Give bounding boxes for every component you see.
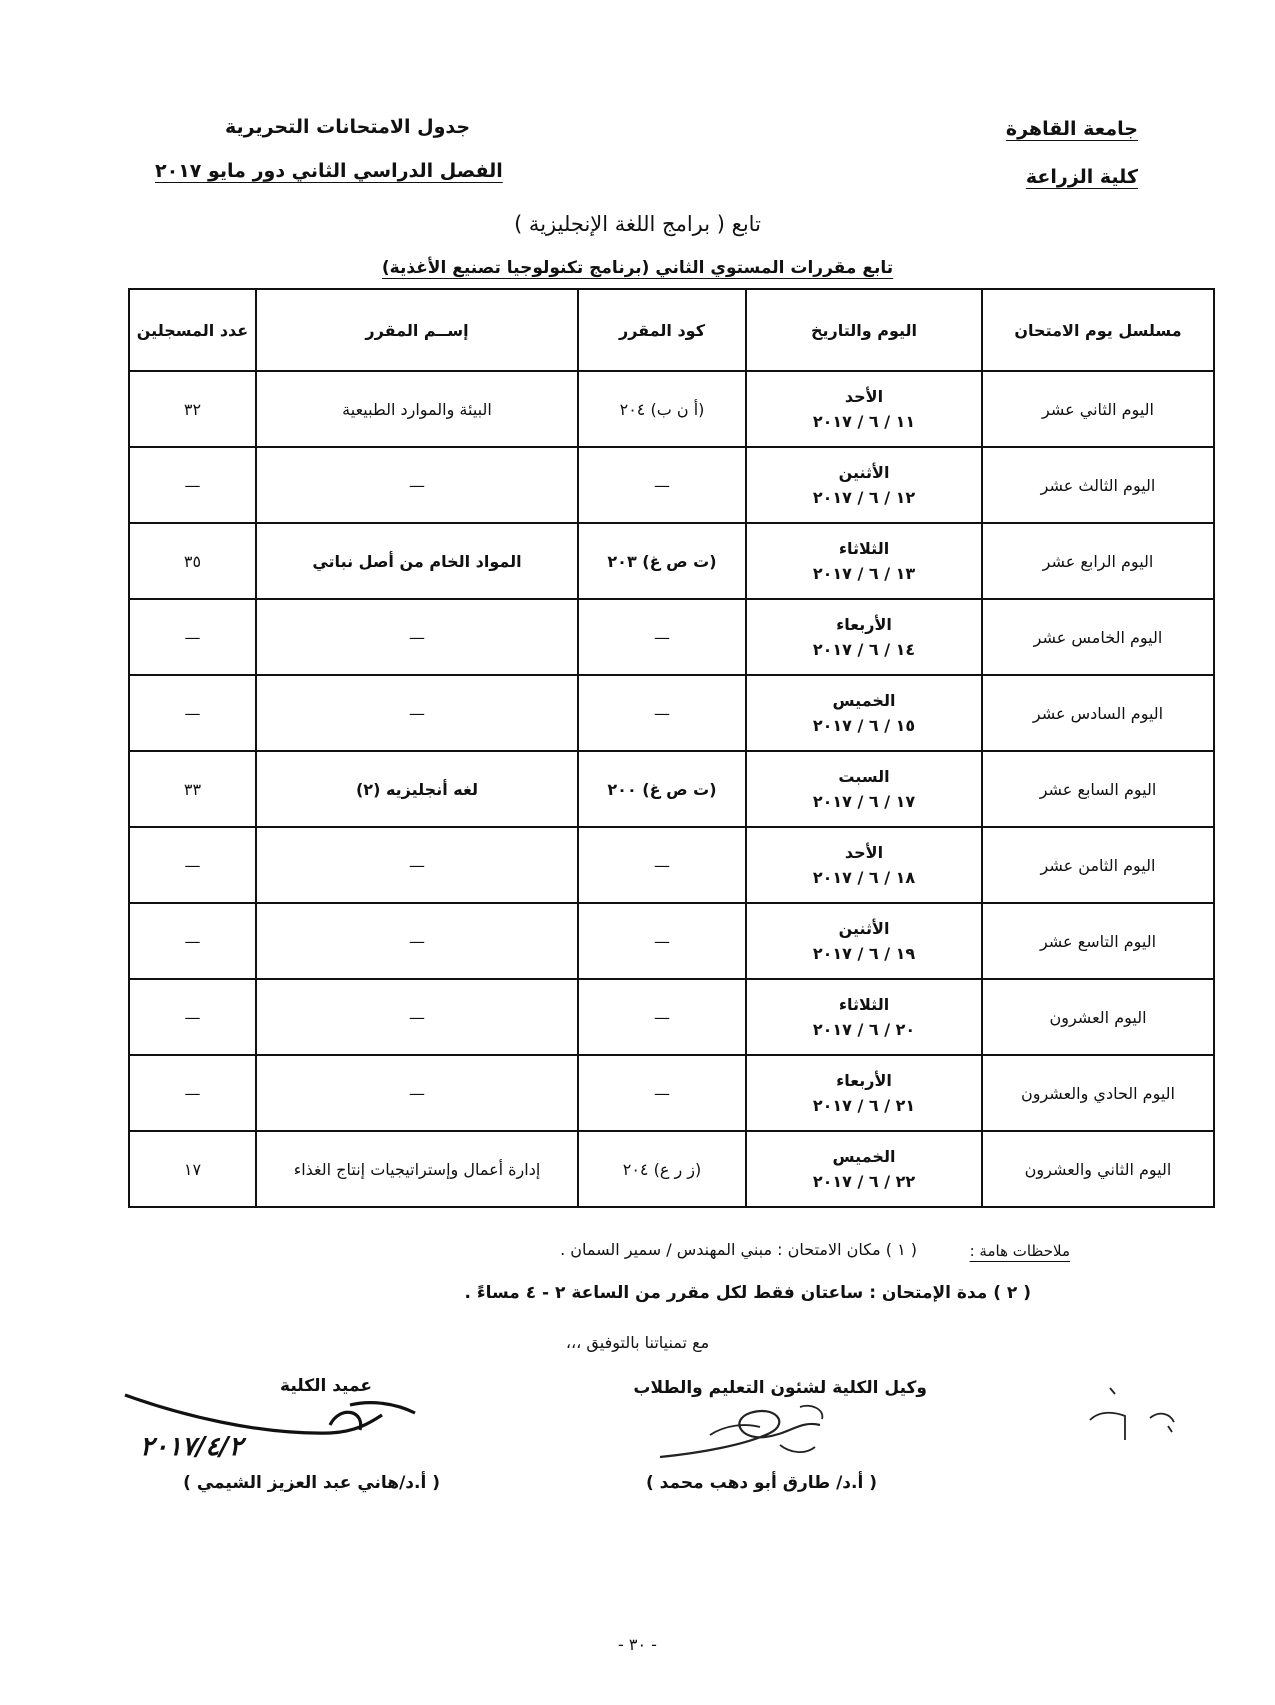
table-row <box>129 599 1214 675</box>
cell-date <box>746 523 982 599</box>
date-value: ١٧ / ٦ / ٢٠١٧ <box>812 792 916 811</box>
cell-count: — <box>129 979 256 1055</box>
cell-date <box>746 447 982 523</box>
date-value: ٢٠ / ٦ / ٢٠١٧ <box>812 1020 916 1039</box>
page-number: - ٣٠ - <box>618 1635 657 1654</box>
dean-stamp-date: ٢٠١٧/٤/٢ <box>140 1432 243 1462</box>
cell-count: — <box>129 599 256 675</box>
cell-serial: اليوم الحادي والعشرون <box>982 1055 1214 1131</box>
day-name: الأثنين <box>838 463 890 482</box>
cell-code: (ز ر ع) ٢٠٤ <box>578 1131 746 1207</box>
day-name: الأحد <box>844 843 884 862</box>
cell-serial: اليوم العشرون <box>982 979 1214 1055</box>
cell-code: — <box>578 447 746 523</box>
day-name: الخميس <box>832 691 896 710</box>
college-name: كلية الزراعة <box>1025 166 1138 188</box>
date-value: ٢١ / ٦ / ٢٠١٧ <box>812 1096 916 1115</box>
vice-dean-title: وكيل الكلية لشئون التعليم والطلاب <box>633 1378 927 1398</box>
cell-serial: اليوم التاسع عشر <box>982 903 1214 979</box>
vice-dean-signature-icon <box>650 1395 850 1470</box>
cell-date <box>746 675 982 751</box>
cell-date <box>746 903 982 979</box>
cell-course: لغه أنجليزيه (٢) <box>256 751 578 827</box>
table-header-row <box>129 289 1214 371</box>
dean-name: ( أ.د/هاني عبد العزيز الشيمي ) <box>183 1473 440 1493</box>
cell-count: ٣٣ <box>129 751 256 827</box>
university-name: جامعة القاهرة <box>1005 118 1138 140</box>
vice-dean-name: ( أ.د/ طارق أبو دهب محمد ) <box>645 1473 877 1493</box>
cell-date <box>746 979 982 1055</box>
cell-code: (ت ص غ) ٢٠٠ <box>578 751 746 827</box>
table-row <box>129 523 1214 599</box>
cell-count: — <box>129 903 256 979</box>
cell-code: — <box>578 1055 746 1131</box>
table-row <box>129 827 1214 903</box>
cell-course: — <box>256 1055 578 1131</box>
cell-course: إدارة أعمال وإستراتيجيات إنتاج الغذاء <box>256 1131 578 1207</box>
cell-course: — <box>256 447 578 523</box>
dean-title: عميد الكلية <box>280 1376 372 1396</box>
date-value: ١٢ / ٦ / ٢٠١٧ <box>812 488 916 507</box>
day-name: الأثنين <box>838 919 890 938</box>
cell-date <box>746 599 982 675</box>
cell-course: — <box>256 599 578 675</box>
day-name: السبت <box>838 767 890 786</box>
col-header-code: كود المقرر <box>578 289 746 371</box>
cell-count: — <box>129 1055 256 1131</box>
col-header-course: إســم المقرر <box>256 289 578 371</box>
day-name: الخميس <box>832 1147 896 1166</box>
cell-code: — <box>578 903 746 979</box>
cell-date <box>746 1131 982 1207</box>
cell-course: — <box>256 827 578 903</box>
day-name: الثلاثاء <box>838 539 890 558</box>
cell-course: المواد الخام من أصل نباتي <box>256 523 578 599</box>
date-value: ١٩ / ٦ / ٢٠١٧ <box>812 944 916 963</box>
initials-signature-icon <box>1070 1380 1190 1455</box>
semester-label: الفصل الدراسي الثاني دور مايو ٢٠١٧ <box>155 160 503 182</box>
cell-serial: اليوم الرابع عشر <box>982 523 1214 599</box>
table-row <box>129 751 1214 827</box>
col-header-date: اليوم والتاريخ <box>746 289 982 371</box>
cell-date <box>746 371 982 447</box>
closing-wishes: مع تمنياتنا بالتوفيق ،،، <box>565 1333 710 1352</box>
program-title: تابع ( برامج اللغة الإنجليزية ) <box>514 212 761 236</box>
cell-code: (ت ص غ) ٢٠٣ <box>578 523 746 599</box>
table-row <box>129 1131 1214 1207</box>
cell-count: ٣٥ <box>129 523 256 599</box>
cell-serial: اليوم الخامس عشر <box>982 599 1214 675</box>
cell-count: ١٧ <box>129 1131 256 1207</box>
cell-serial: اليوم السادس عشر <box>982 675 1214 751</box>
date-value: ١٣ / ٦ / ٢٠١٧ <box>812 564 916 583</box>
cell-code: — <box>578 979 746 1055</box>
date-value: ١١ / ٦ / ٢٠١٧ <box>812 412 916 431</box>
cell-count: — <box>129 675 256 751</box>
cell-serial: اليوم الثامن عشر <box>982 827 1214 903</box>
cell-serial: اليوم الثاني عشر <box>982 371 1214 447</box>
cell-code: — <box>578 599 746 675</box>
note-exam-duration: ( ٢ ) مدة الإمتحان : ساعتان فقط لكل مقرر من الساعة ٢ - ٤ مساءً . <box>464 1283 1031 1303</box>
col-header-serial: مسلسل يوم الامتحان <box>982 289 1214 371</box>
cell-date <box>746 751 982 827</box>
cell-date <box>746 1055 982 1131</box>
date-value: ٢٢ / ٦ / ٢٠١٧ <box>812 1172 916 1191</box>
day-name: الأربعاء <box>836 1071 892 1090</box>
cell-code: (أ ن ب) ٢٠٤ <box>578 371 746 447</box>
table-row <box>129 903 1214 979</box>
date-value: ١٥ / ٦ / ٢٠١٧ <box>812 716 916 735</box>
cell-course: — <box>256 903 578 979</box>
date-value: ١٤ / ٦ / ٢٠١٧ <box>812 640 916 659</box>
table-row <box>129 1055 1214 1131</box>
note-exam-location: ( ١ ) مكان الامتحان : مبني المهندس / سمير السمان . <box>560 1240 917 1259</box>
cell-course: البيئة والموارد الطبيعية <box>256 371 578 447</box>
table-row <box>129 447 1214 523</box>
cell-count: ٣٢ <box>129 371 256 447</box>
day-name: الثلاثاء <box>838 995 890 1014</box>
table-row <box>129 979 1214 1055</box>
cell-serial: اليوم الثاني والعشرون <box>982 1131 1214 1207</box>
exam-schedule-table <box>128 288 1215 1208</box>
cell-count: — <box>129 827 256 903</box>
table-row <box>129 675 1214 751</box>
day-name: الأربعاء <box>836 615 892 634</box>
cell-serial: اليوم السابع عشر <box>982 751 1214 827</box>
col-header-count: عدد المسجلين <box>129 289 256 371</box>
notes-label: ملاحظات هامة : <box>969 1242 1070 1260</box>
date-value: ١٨ / ٦ / ٢٠١٧ <box>812 868 916 887</box>
cell-count: — <box>129 447 256 523</box>
cell-course: — <box>256 675 578 751</box>
schedule-title: جدول الامتحانات التحريرية <box>225 116 471 138</box>
cell-code: — <box>578 675 746 751</box>
day-name: الأحد <box>844 387 884 406</box>
cell-code: — <box>578 827 746 903</box>
table-row <box>129 371 1214 447</box>
cell-course: — <box>256 979 578 1055</box>
cell-serial: اليوم الثالث عشر <box>982 447 1214 523</box>
subtitle: تابع مقررات المستوي الثاني (برنامج تكنولوجيا تصنيع الأغذية) <box>381 258 894 278</box>
cell-date <box>746 827 982 903</box>
